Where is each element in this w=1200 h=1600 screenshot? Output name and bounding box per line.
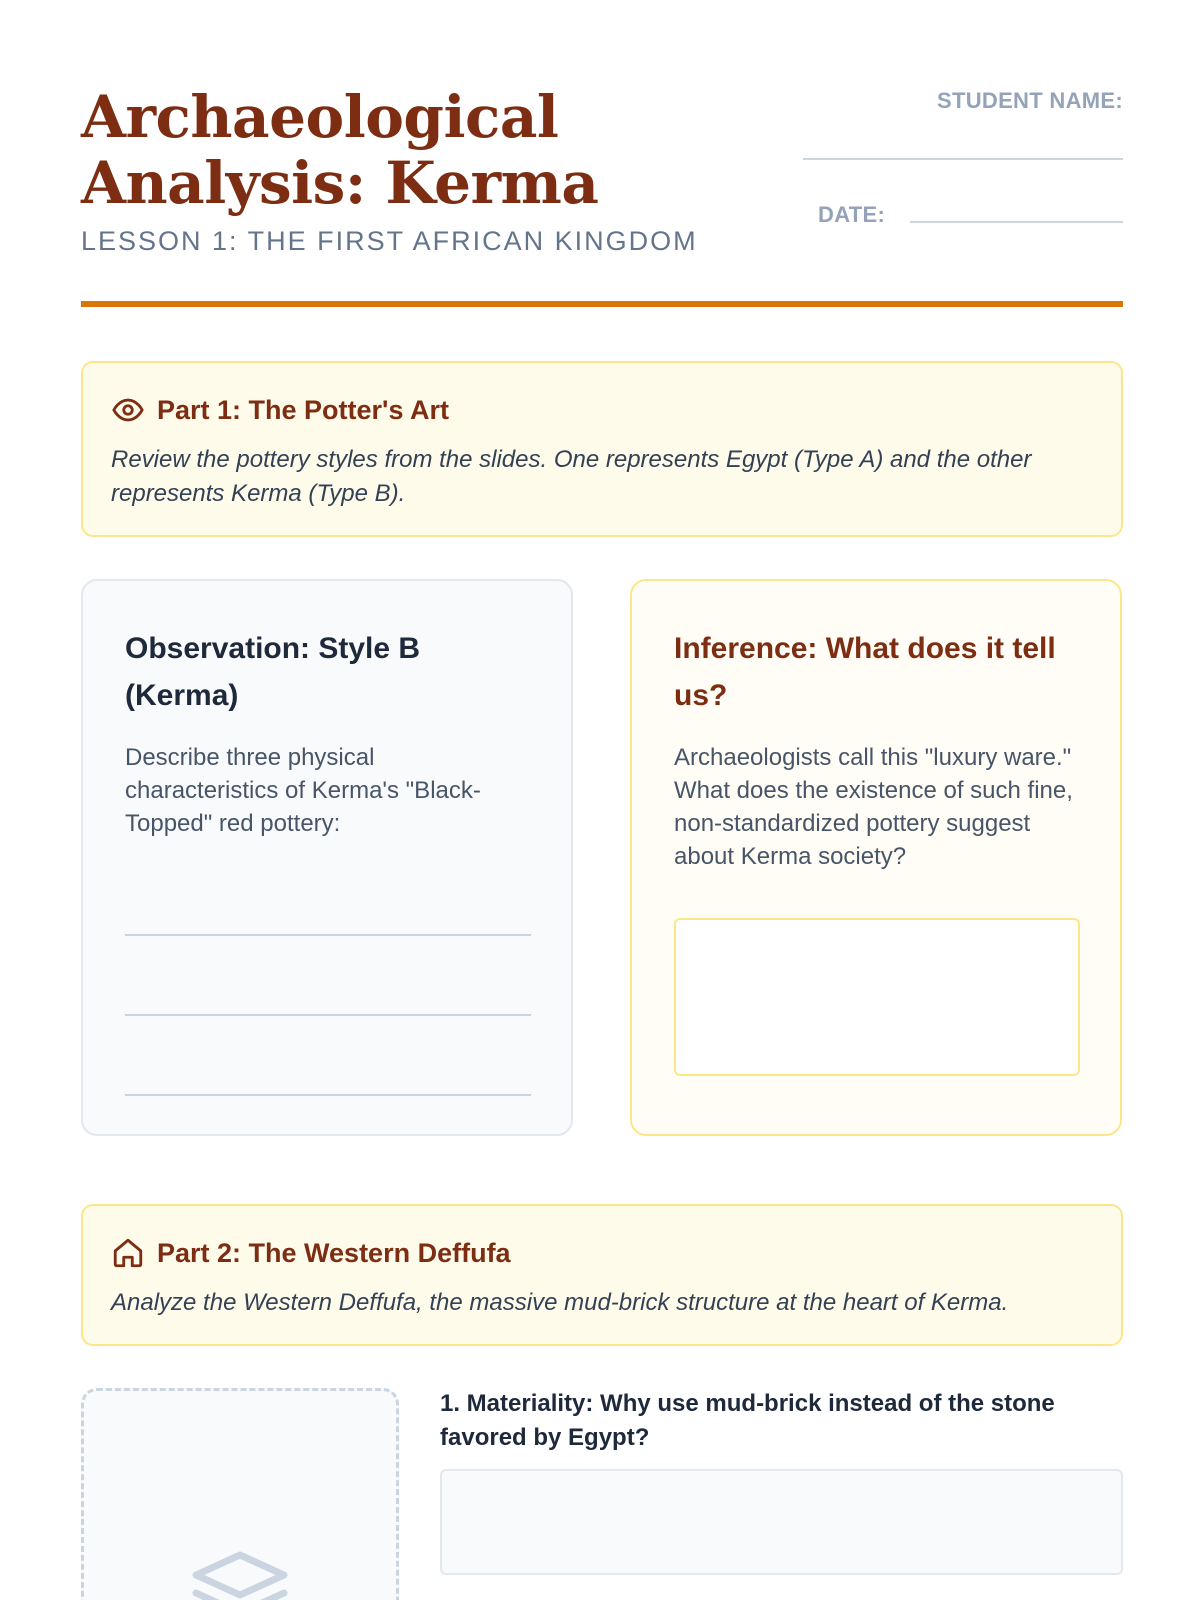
part2-banner: [81, 1204, 1123, 1346]
lesson-subtitle: LESSON 1: THE FIRST AFRICAN KINGDOM: [81, 226, 698, 256]
date-label: DATE:: [818, 202, 886, 227]
answer-line-2[interactable]: [125, 1014, 531, 1016]
worksheet-page: [81, 0, 1123, 1600]
inference-answer-box[interactable]: [674, 918, 1080, 1076]
student-name-field[interactable]: [803, 158, 1123, 160]
part2-title: Part 2: The Western Deffufa: [157, 1237, 511, 1268]
student-name-label: STUDENT NAME:: [936, 88, 1123, 113]
observation-card: [81, 579, 573, 1136]
part1-instructions: Review the pottery styles from the slides. One represents Egypt (Type A) and the other represents Kerma (Type B).: [111, 446, 1032, 507]
title-line-1: Archaeological: [81, 83, 559, 151]
part1-heading: [111, 393, 449, 427]
eye-icon: [111, 393, 145, 427]
inference-prompt: Archaeologists call this "luxury ware." What does the existence of such fine, non-standardized pottery suggest about Kerma society?: [674, 744, 1073, 870]
part2-heading: [111, 1236, 511, 1270]
header-divider: [81, 301, 1123, 307]
home-icon: [111, 1236, 145, 1270]
part1-title: Part 1: The Potter's Art: [157, 394, 449, 425]
question-1-answer-box[interactable]: [440, 1469, 1123, 1575]
layers-icon: [190, 1549, 290, 1600]
answer-line-1[interactable]: [125, 934, 531, 936]
page-title: [81, 84, 781, 216]
answer-line-3[interactable]: [125, 1094, 531, 1096]
question-1: 1. Materiality: Why use mud-brick instead of the stone favored by Egypt?: [440, 1390, 1055, 1451]
deffufa-image-placeholder: [81, 1388, 399, 1600]
inference-card: [630, 579, 1122, 1136]
inference-title: Inference: What does it tell us?: [674, 632, 1056, 712]
observation-title: Observation: Style B (Kerma): [125, 632, 421, 712]
title-line-2: Analysis: Kerma: [81, 149, 599, 217]
part1-banner: [81, 361, 1123, 537]
date-field[interactable]: [910, 221, 1123, 223]
observation-prompt: Describe three physical characteristics of Kerma's "Black-Topped" red pottery:: [125, 744, 481, 837]
part2-instructions: Analyze the Western Deffufa, the massive mud-brick structure at the heart of Kerma.: [111, 1289, 1009, 1316]
